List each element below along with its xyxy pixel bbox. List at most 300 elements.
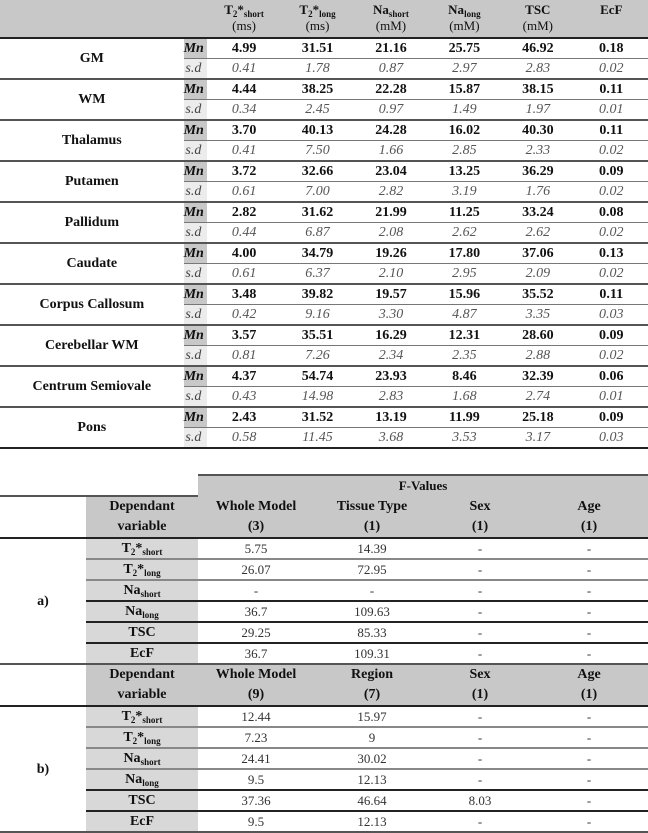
column-header-name [448,2,480,17]
table-row [0,706,648,727]
table-row [0,601,648,622]
variable-subscript: long [144,568,161,578]
sd-value: 3.68 [378,430,404,445]
variable-subscript: long [464,9,481,19]
f-value: 36.7 [244,646,268,661]
sd-value: 9.16 [305,307,330,322]
f-value: 30.02 [314,748,430,769]
sd-value: 6.87 [305,225,330,240]
factor-name: Sex [469,498,491,514]
f-value: - [530,622,648,643]
region-name: Pallidum [64,215,120,230]
region-name: Cerebellar WM [44,338,139,353]
sd-value: 2.88 [525,348,551,363]
variable-name: T [299,2,309,17]
region-group [0,407,648,448]
stat-label-mean: Mn [184,161,208,182]
factor-name: Sex [469,667,491,682]
mean-value: 31.51 [281,38,354,59]
column-unit: (mM) [522,18,553,33]
stat-label-sd: s.d [184,182,208,203]
sd-value: 2.45 [305,102,330,117]
factor-header [198,664,314,706]
mean-value: 38.15 [501,79,574,100]
region-group [0,120,648,161]
mean-value: 3.57 [207,325,280,346]
mean-value: 33.24 [501,202,574,223]
f-value: - [314,580,430,601]
stat-label-mean: Mn [184,38,208,59]
sd-value: 6.37 [305,266,330,281]
f-value: 15.97 [314,706,430,727]
mean-value: 40.13 [281,120,354,141]
f-value: - [586,814,592,829]
sd-value: 0.81 [231,348,257,363]
f-value: - [430,727,530,748]
mean-value: 25.18 [501,407,574,428]
dependant-variable [86,790,198,811]
sd-value: 7.26 [305,348,330,363]
mean-value: 37.06 [501,243,574,264]
sd-value: 3.19 [452,184,477,199]
variable-subscript-number: 2 [232,9,238,19]
f-value: - [477,646,483,661]
sd-value: 11.45 [302,430,333,445]
factor-df: (7) [363,687,381,702]
f-values-title-blank [0,475,198,496]
factor-header [198,496,314,538]
region-name: Centrum Semiovale [32,379,152,394]
f-values-title: F-Values [198,475,648,496]
mean-value: 4.44 [207,79,280,100]
column-header [354,0,427,38]
mean-value: 34.79 [281,243,354,264]
table-row [0,790,648,811]
sd-value: 7.00 [305,184,330,199]
mean-value: 32.66 [281,161,354,182]
variable-name: TSC [128,625,156,640]
variable-subscript: long [319,9,336,19]
sd-value: 0.44 [231,225,257,240]
sd-value: 0.41 [231,61,257,76]
f-value: - [430,769,530,790]
stat-label-mean: Mn [184,325,208,346]
mean-value: 0.11 [575,284,648,305]
mean-value: 4.37 [207,366,280,387]
section-label: a) [0,538,86,664]
sd-value: 14.98 [301,389,334,404]
factor-name: Age [577,667,601,682]
mean-value: 0.13 [575,243,648,264]
variable-star: * [137,562,145,577]
f-values-title-row [0,475,648,496]
f-value: - [477,814,483,829]
f-value: - [430,601,530,622]
table-row-mean [0,161,648,182]
table-row-mean [0,120,648,141]
column-header [575,0,648,38]
factor-header [430,496,530,538]
mean-value: 2.82 [207,202,280,223]
f-value: 109.31 [354,646,390,661]
table-row [0,538,648,559]
column-header [428,0,501,38]
column-header-name [373,2,409,17]
variable-star: * [137,730,145,745]
f-value: - [586,646,592,661]
region-group [0,161,648,202]
mean-value: 31.52 [281,407,354,428]
sd-value: 0.01 [599,102,624,117]
section-header-blank [0,664,86,706]
table-row [0,727,648,748]
factor-df: (1) [580,687,598,702]
f-values-section [0,664,648,832]
sd-value: 7.50 [305,143,330,158]
variable-name: Na [123,583,141,598]
stat-label-mean: Mn [184,120,208,141]
mean-value: 24.28 [354,120,427,141]
f-value: 9.5 [247,814,265,829]
stat-label-sd: s.d [184,59,208,80]
stat-label-mean: Mn [184,407,208,428]
f-value: - [530,790,648,811]
mean-value: 0.09 [575,407,648,428]
f-value: 46.64 [314,790,430,811]
f-value: 72.95 [314,559,430,580]
variable-subscript: short [142,547,163,557]
region-group [0,284,648,325]
sd-value: 2.10 [378,266,404,281]
header-line: variable [117,519,167,534]
sd-value: 0.61 [231,184,257,199]
dependant-variable [86,727,198,748]
region-group [0,202,648,243]
header-line: Dependant [109,667,175,682]
dependant-variable [86,622,198,643]
variable-star: * [135,709,143,724]
table-row-mean [0,202,648,223]
sd-value: 2.62 [525,225,551,240]
f-value: 37.36 [198,790,314,811]
dependant-variable [86,748,198,769]
factor-name: Whole Model [215,498,297,514]
sd-value: 0.87 [378,61,404,76]
variable-name: T [121,541,131,556]
f-value: - [430,538,530,559]
sd-value: 1.49 [452,102,477,117]
sd-value: 2.85 [452,143,477,158]
sd-value: 2.33 [525,143,551,158]
mean-value: 21.99 [354,202,427,223]
stat-label-mean: Mn [184,202,208,223]
table-row-mean [0,407,648,428]
variable-star: * [237,2,244,17]
mean-value: 15.87 [428,79,501,100]
factor-df: (1) [363,518,381,534]
mean-value: 54.74 [281,366,354,387]
mean-value: 0.06 [575,366,648,387]
table-row [0,811,648,832]
sd-value: 0.41 [231,143,257,158]
variable-name: Na [123,751,141,766]
f-value: 12.13 [357,814,387,829]
factor-df: (9) [247,687,265,702]
region-name: Corpus Callosum [39,297,145,312]
column-header-name [600,2,622,17]
column-unit: (ms) [305,18,330,33]
f-value: - [198,580,314,601]
region-group [0,366,648,407]
variable-name: T [121,709,131,724]
mean-value: 11.25 [428,202,501,223]
variable-subscript-number: 2 [130,547,136,557]
table-row-mean [0,79,648,100]
factor-name: Tissue Type [336,498,408,514]
sd-value: 0.58 [231,430,257,445]
sd-value: 3.17 [525,430,551,445]
mean-value: 35.51 [281,325,354,346]
sd-value: 2.95 [452,266,477,281]
table1-header-row [0,0,648,38]
column-header-name [299,2,335,17]
sd-value: 1.78 [305,61,330,76]
dependant-variable-header [86,496,198,538]
sd-value: 0.03 [599,430,624,445]
variable-name: EcF [129,814,155,829]
region-group [0,38,648,79]
sd-value: 0.42 [231,307,257,322]
table-row-mean [0,325,648,346]
f-value: 24.41 [198,748,314,769]
variable-subscript: long [142,610,159,620]
f-value: 36.7 [198,601,314,622]
dependant-variable [86,601,198,622]
stat-label-sd: s.d [184,100,208,121]
sd-value: 2.62 [452,225,477,240]
variable-subscript-number: 2 [132,568,138,578]
factor-df: (1) [471,518,489,534]
sd-value: 3.35 [525,307,551,322]
mean-value: 13.19 [354,407,427,428]
sd-value: 0.43 [231,389,257,404]
f-value: - [430,748,530,769]
section-header-blank [0,496,86,538]
f-value: - [530,559,648,580]
sd-value: 1.68 [452,389,477,404]
column-header [207,0,280,38]
f-value: 29.25 [198,622,314,643]
mean-value: 16.02 [428,120,501,141]
region-group [0,79,648,120]
mean-value: 19.57 [354,284,427,305]
table-row-mean [0,38,648,59]
variable-subscript: long [142,778,159,788]
dependant-variable [86,643,198,664]
factor-name: Age [577,498,601,514]
column-unit: (mM) [375,18,407,33]
mean-value: 0.08 [575,202,648,223]
variable-subscript: short [388,9,409,19]
column-unit: (mM) [449,18,480,33]
region-group [0,243,648,284]
mean-value: 39.82 [281,284,354,305]
stat-label-sd: s.d [184,305,208,326]
stat-label-mean: Mn [184,243,208,264]
mean-value: 3.48 [207,284,280,305]
mean-value: 0.11 [575,120,648,141]
column-header-name [525,2,550,17]
factor-header [314,664,430,706]
factor-header [530,496,648,538]
table-row [0,559,648,580]
region-name: Putamen [64,174,119,189]
region-name: GM [79,51,104,66]
stat-label-sd: s.d [184,223,208,244]
mean-value: 3.72 [207,161,280,182]
section-label: b) [0,706,86,832]
mean-value: 2.43 [207,407,280,428]
table-row-mean [0,243,648,264]
f-value: - [530,538,648,559]
mean-value: 12.31 [428,325,501,346]
f-value: 9.5 [198,769,314,790]
factor-df: (1) [471,687,489,702]
mean-value: 40.30 [501,120,574,141]
sd-value: 0.01 [599,389,624,404]
sd-value: 2.34 [378,348,404,363]
f-values-table [0,474,648,833]
mean-value: 28.60 [501,325,574,346]
stat-label-sd: s.d [184,264,208,285]
f-value: - [530,748,648,769]
f-value: 7.23 [198,727,314,748]
variable-name: T [123,562,133,577]
stat-label-sd: s.d [184,346,208,367]
mean-value: 46.92 [501,38,574,59]
mean-value: 13.25 [428,161,501,182]
region-name: Thalamus [61,133,122,148]
section-header-row [0,664,648,706]
factor-df: (3) [247,518,265,534]
f-value: 26.07 [198,559,314,580]
mean-value: 25.75 [428,38,501,59]
variable-name: EcF [129,646,155,661]
sd-value: 2.09 [525,266,551,281]
mean-value: 15.96 [428,284,501,305]
mean-value: 3.70 [207,120,280,141]
f-value: - [430,622,530,643]
sd-value: 0.34 [231,102,257,117]
stat-label-mean: Mn [184,284,208,305]
f-value: - [430,580,530,601]
f-value: - [530,580,648,601]
mean-value: 32.39 [501,366,574,387]
table1-header-blank [0,0,207,38]
sd-value: 0.02 [599,143,624,158]
sd-value: 0.02 [599,184,624,199]
sd-value: 0.97 [378,102,404,117]
sd-value: 2.97 [452,61,477,76]
stat-label-sd: s.d [184,428,208,449]
dependant-variable [86,706,198,727]
mean-value: 0.09 [575,161,648,182]
variable-name: T [224,2,233,17]
f-value: 12.44 [198,706,314,727]
mean-value: 36.29 [501,161,574,182]
variable-star: * [135,541,143,556]
column-header-name [224,2,264,17]
mean-value: 23.04 [354,161,427,182]
f-value: - [530,769,648,790]
sd-value: 1.76 [525,184,551,199]
sd-value: 2.83 [378,389,404,404]
variable-name: T [123,730,133,745]
f-value: 8.03 [430,790,530,811]
sd-value: 3.53 [452,430,477,445]
variable-name: EcF [600,2,623,17]
dependant-variable-header [86,664,198,706]
factor-header [430,664,530,706]
sd-value: 0.02 [599,225,624,240]
f-value: 14.39 [314,538,430,559]
factor-df: (1) [580,518,598,534]
table-row [0,643,648,664]
variable-subscript: short [140,589,161,599]
mean-value: 4.99 [207,38,280,59]
table-row [0,748,648,769]
stat-label-sd: s.d [184,387,208,408]
dependant-variable [86,538,198,559]
f-values-section [0,496,648,664]
variable-name: TSC [128,793,156,808]
f-value: 5.75 [198,538,314,559]
f-value: 12.13 [314,769,430,790]
variable-subscript-number: 2 [130,715,136,725]
f-value: - [430,559,530,580]
region-group [0,325,648,366]
sd-value: 2.82 [378,184,404,199]
dependant-variable [86,769,198,790]
table-row [0,769,648,790]
header-line: variable [117,687,167,702]
mean-value: 22.28 [354,79,427,100]
variable-subscript: short [142,715,163,725]
variable-name: Na [125,604,143,619]
mean-value: 21.16 [354,38,427,59]
table-row-mean [0,284,648,305]
sd-value: 2.35 [452,348,477,363]
column-header [501,0,574,38]
factor-header [530,664,648,706]
sd-value: 3.30 [378,307,404,322]
region-name: WM [78,92,106,107]
factor-name: Region [351,667,393,682]
sd-value: 2.08 [378,225,404,240]
variable-star: * [312,2,320,17]
sd-value: 2.83 [525,61,551,76]
dependant-variable [86,811,198,832]
f-value: 85.33 [314,622,430,643]
f-value: 109.63 [314,601,430,622]
column-header [281,0,354,38]
stat-label-mean: Mn [184,79,208,100]
mean-value: 23.93 [354,366,427,387]
mean-value: 35.52 [501,284,574,305]
column-unit: (ms) [232,18,256,33]
region-name: Pons [77,420,107,435]
f-value: - [530,727,648,748]
